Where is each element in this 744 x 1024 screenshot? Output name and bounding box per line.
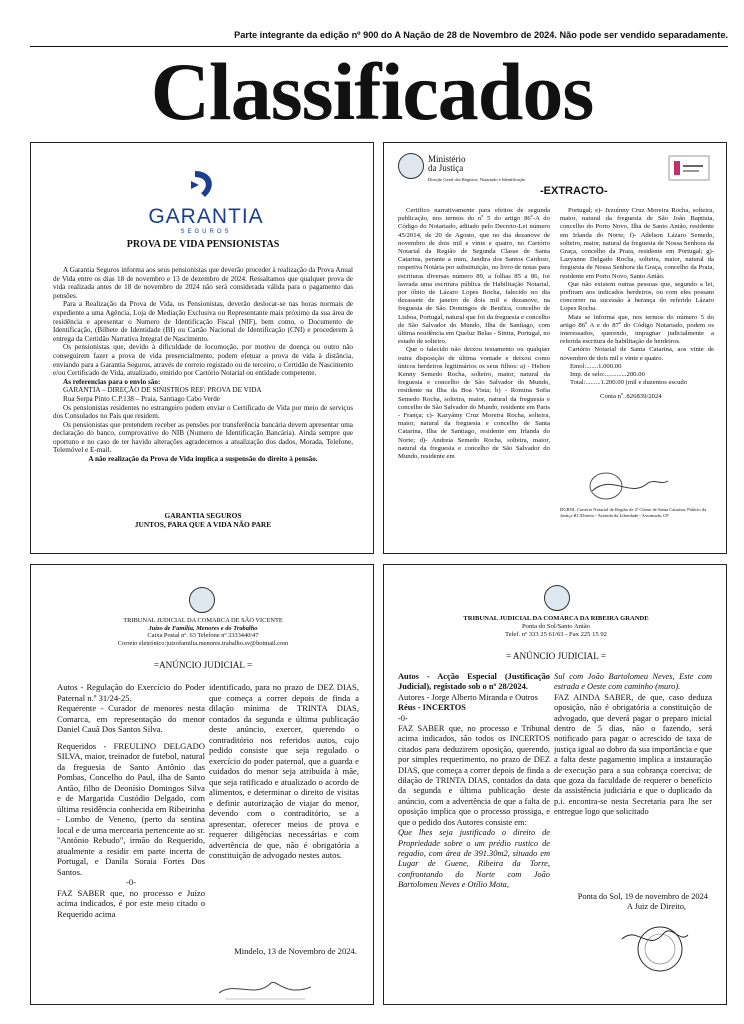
garantia-logo-word: GARANTIA [148, 205, 264, 228]
fee-row: Emol:.......1.000.00 [570, 362, 622, 370]
ministry-emblem-icon [398, 153, 424, 179]
garantia-notice [30, 142, 374, 554]
fee-row: Imp. de selo:.............200.00 [570, 371, 645, 379]
paragraph: Réus - INCERTOS [398, 703, 466, 713]
anuncio-sao-vicente [30, 564, 374, 1005]
extracto-title: -EXTRACTO- [540, 185, 608, 197]
court-location: Ponta do Sol/Santo Antão [522, 622, 590, 630]
anuncio-column-2 [209, 682, 359, 861]
anuncio-date: Mindelo, 13 de Novembro de 2024. [234, 946, 357, 956]
fee-row: Total:.........1.200.00 (mil e duzentos escudo [570, 379, 688, 387]
paragraph: A Garantia Seguros informa aos seus pensionistas que deverão proceder à realização da Prova Anual de Vida entre os dias 18 de novembro e 13 de dezembro de 2024. Ressaltamos que qualquer prova de vida realizada antes de 18 de novembro de 2024 não será considerada válida para o pagamento das pensões. [53, 266, 353, 300]
paragraph: Mais se informa que, nos termos do número 5 do artigo 86º A e do 87º do Código Notariado, podem os interessados, querendo, impugnar judicialmente a referida escritura de habilitação de herdeiros. [560, 313, 714, 346]
anuncio-ribeira-grande [383, 564, 727, 1005]
paragraph: FAZ AINDA SABER, de que, caso deduza oposição, não é obrigatória a constituição de advogado, que deverá pagar o preparo inicial dentro de 5 dias, não o fazendo, será notificado para pagar o acrescido de taxa de justiça igual ao dobro da sua importância e que a falta deste pagamento implica a instauração de execução para a sua cobrança coerciva; de que goza da faculdade de requerer o benefício da assistência judiciária e que o duplicado da p.i. encontra-se nesta Secretaria para lhe ser entregue logo que solicitado [554, 692, 712, 817]
address-line: Rua Serpa Pinto C.P.138 – Praia, Santiago Cabo Verde [63, 394, 220, 403]
paragraph: Cartório Notarial de Santa Catarina, aos vinte de novembro de dois mil e vinte e quatro. [560, 346, 714, 362]
separator: -0- [398, 713, 408, 723]
notice-title: PROVA DE VIDA PENSIONISTAS [126, 239, 280, 250]
anuncio-title: =ANÚNCIO JUDICIAL = [153, 660, 253, 670]
court-emblem-icon [544, 585, 570, 611]
fee-label: Total: [570, 379, 586, 387]
footer-line: JUNTOS, PARA QUE A VIDA NÃO PARE [134, 520, 272, 529]
paragraph: Requeridos - FREULINO DELGADO SILVA, maior, treinador de futebol, natural da freguesia de Santo Antônio das Pombas, Concelho do Paul, ilha de Santo Antão, filho de Deonísio Domingos Silva e de Margarida Custódio Delgado, com última residência conhecida em Ribeirinha - Lombo de Veneno, (perto da sentina local e de uma mercearia pertencente ao sr. "António Rebudo", irmão do Requerido, atualmente a residir em parte incerta de Portugal, e Danila Soraia Fortes Dos Santos. [57, 740, 205, 877]
footer-line: GARANTIA SEGUROS [164, 511, 242, 520]
signature-icon [215, 973, 315, 1003]
court-name: TRIBUNAL JUDICIAL DA COMARCA DA RIBEIRA GRANDE [463, 615, 649, 622]
extracto-footer: DGRNI, Cartório Notarial de Região de 2ª Classe de Santa Catarina, Palácio da Justiça RC/Direito - Avenida da Liberdade - Assomada, CP [560, 507, 707, 518]
fee-label: Emol: [570, 362, 587, 370]
signature-icon [582, 469, 672, 503]
anuncio-title: = ANÚNCIO JUDICIAL = [505, 651, 607, 661]
fee-value: 1.200.00 (mil e duzentos escudo [600, 379, 688, 387]
paragraph: Autos - Regulação do Exercício do Poder Paternal n.º 31/24-25. [57, 682, 205, 703]
conta-number: Conta nº. 826839/2024 [600, 393, 662, 401]
notice-footer [51, 511, 355, 529]
court-header [404, 615, 708, 638]
registry-logo-icon [668, 155, 710, 181]
address-label: As referencias para o envio são: [63, 377, 161, 386]
ministry-name [428, 155, 466, 173]
paragraph: Requerente - Curador de menores nesta Comarca, em representação do menor Daniel Cauã Dos Santos Silva. [57, 703, 205, 734]
court-email: Correio eletrónico:juizofamilia.menores.trabalho.sv@hotmail.com [117, 639, 289, 647]
paragraph: FAZ SABER que, no processo e Juízo acima indicados, é por este meio citado o Requerido acima [57, 887, 205, 919]
extracto-notice [383, 142, 727, 554]
garantia-logo-sub: SEGUROS [180, 229, 232, 235]
court-contact: Caixa Postal nº. 63 Telefone nº 3333440/47 [147, 632, 259, 640]
anuncio-column-1 [57, 682, 205, 919]
court-header [51, 617, 355, 647]
extracto-column-1 [398, 207, 550, 461]
stamp-icon [620, 917, 690, 977]
garantia-logo-icon [161, 165, 245, 205]
paragraph: Para a Realização da Prova de Vida, os Pensionistas, deverão deslocar-se nas horas normais de expediente a uma Agência, Loja de Mediação Exclusiva ou Representante mais próximo da sua área de residência e apresentar o Numero de Identificação Fiscal (NIF), bem como, o Documento de Identificação, (Bilhete de Identidade (BI) ou Cartão Nacional de Identificação (CNI) e procederem à entrega da Certidão Narrativa Integral de Nascimento. [53, 300, 353, 343]
court-name: TRIBUNAL JUDICIAL DA COMARCA DE SÃO VICENTE [123, 617, 283, 624]
court-contact: Telef. nº 333 25 61/63 - Fax 225 15 92 [505, 630, 607, 638]
paragraph: Que o falecido não deixou testamento ou qualquer outra disposição de última vontade e deixou como únicos herdeiros legitimários os seus filhos: a) - Helton Kenny Semedo Rocha, solteiro, maior, natural da freguesia e concelho de São Salvador do Mundo, residente na Ilha da Boa Vista; b) - Romina Sofia Semedo Rocha, solteira, maior, natural da freguesia e concelho de São Salvador do Mundo, residente em Paris - França; c)- Kazyámy Cruz Moreira Rocha, solteira, maior, natural da freguesia e concelho de Santa Catarina, Ilha de Santiago, residente em Irlanda do Norte; d)- Andreia Semedo Rocha, solteira, maior, natural da freguesia e concelho de São Salvador do Mundo, residente em [398, 346, 550, 461]
fee-label: Imp. de selo: [570, 371, 605, 379]
notice-body [53, 266, 353, 464]
separator: -0- [125, 877, 137, 887]
topline: Parte integrante da edição nº 900 do A Nação de 28 de Novembro de 2024. Não pode ser vendido separadamente. [30, 30, 728, 47]
paragraph: Que lhes seja justificado o direito de Propriedade sobre o um prédio rustico de regadio, com área de 391.30m2, situado em Lugar de Guene, Ribeira da Torre, confrontando do Norte com João Bartolomeu Neves e Otílio Mota, [398, 828, 550, 890]
paragraph: Os pensionistas que, devido à dificuldade de locomoção, por motivo de doença ou outro não conseguirem fazer a prova de vida presencialmente, podem efetuar a prova de vida à distância, enviando para a Garantia Seguros, através de correio registado ou de terceiro, o Certidão de Nascimento e/ou Certificado de Vida, atualizado, emitido por Cartório Notarial ou entidade competente. [53, 343, 353, 378]
paragraph: Autores - Jorge Alberto Miranda e Outros [398, 692, 538, 702]
paragraph: identificado, para no prazo de DEZ DIAS, que começa a correr depois de finda a dilação mínima de TRINTA DIAS, contados da segunda e última publicação deste anúncio, exercer, querendo o contraditório nos referidos autos, cujo pedido consiste que seja regulado o exercício do poder paternal, que a guarda e cuidados do menor seja atribuída à mãe, que seja ratificado e atualizado o acordo de alimentos, e determinar o direito de visitas e definir autorização de viajar do menor, devendo com o contraditório, se a apresentar, oferecer meios de prova e requerer diligências necessárias e com advertência de que, não é obrigatória a constituição de advogado nestes autos. [209, 682, 359, 860]
fee-value: 200.00 [626, 371, 645, 379]
paragraph: Certifico narrativamente para efeitos de segunda publicação, nos termos do nº 5 do artigo 86º-A do Código do Notariado, aditado pelo Decreto-Lei número 45/2014, de 20 de Agosto, que no dia dezanove de novembro de dois mil e vinte e quatro, no Cartório Notarial da Região de Segunda Classe de Santa Catarina, perante a mim, Jandira dos Santos Cardoso, respetiva Notária por substituição, no livro de notas para escrituras diversas número 89, a folhas 85 a 86, foi lavrada uma escritura pública de Habilitação Notarial, por óbito de Lázaro Lopes Rocha, falecido no dia dezassete de janeiro de dois mil e dezanove, na freguesia de São Domingos de Benfica, concelho de Lisboa, Portugal, natural que foi da freguesia e concelho de São Salvador do Mundo, Ilha de Santiago, com última residência em Queluz Belas - Sintra, Portugal, no estado de solteiro. [398, 207, 550, 346]
paragraph: FAZ SABER que, no processo e Tribunal acima indicados, são todos os INCERTOS citados para deduzirem oposição, querendo, por simples requerimento, no prazo de DEZ DIAS, que começa a correr depois de finda a dilação de TRINTA DIAS, contados da data da segunda e última publicação deste anúncio, com a advertência de que a falta de oposição implica que o processo prossiga, e que o pedido dos Autores consiste em: [398, 724, 550, 827]
paragraph: Sul com João Bartolomeu Neves, Este com estrada e Oeste com caminho (muro). [554, 672, 712, 692]
anuncio-column-2 [554, 672, 712, 818]
paragraph: Os pensionistas que pretendem receber as pensões por transferência bancária devem apresentar uma declaração do banco, comprovativo do NIB (Numero de Identificação Bancária). Ainda sempre que oportuno e no caso de ter havido alterações agradecemos a atualização dos dados, Morada, Telefone, Telemóvel e E-mail. [53, 420, 353, 455]
address-line: GARANTIA – DIREÇÃO DE SINISTROS REF: PROVA DE VIDA [63, 386, 262, 395]
court-division: Juízo de Família, Menores e do Trabalho [148, 624, 258, 632]
warning: A não realização da Prova de Vida implica a suspensão do direito à pensão. [88, 455, 318, 464]
signer: A Juiz de Direito, [626, 902, 686, 912]
anuncio-date [554, 892, 708, 913]
ministry-subtitle: Direção Geral dos Registos, Notariado e Identificação [428, 177, 526, 182]
ministry-line: da Justiça [428, 163, 464, 173]
paragraph: Que não existem outras pessoas que, segundo a lei, prefiram aos indicados herdeiros, ou com eles possam concorrer na sucessão à herança do referido Lázaro Lopes Rocha. [560, 280, 714, 313]
ministry-line: Ministério [428, 154, 466, 164]
court-emblem-icon [189, 587, 215, 613]
anuncio-column-1 [398, 672, 550, 891]
paragraph: Autos - Acção Especial (Justificação Judicial), registado sob o nº 28/2024. [398, 672, 550, 692]
date-line: Ponta do Sol, 19 de novembro de 2024 [577, 892, 708, 901]
masthead-title: Classificados [150, 46, 594, 137]
paragraph: Portugal; e)- Jezuínny Cruz Moreira Rocha, solteira, maior, natural da freguesia de São João Baptista, concelho do Porto Novo, Ilha de Santo Antão, residente em Irlanda do Norte; f)- Adelson Lázaro Semedo, solteiro, maior, natural da freguesia de Nossa Senhora da Graça, concelho da Praia, residente em Portugal; g)- Lazyanne Delgado Rocha, solteira, maior, natural da freguesia de Nossa Senhora da Graça, concelho da Praia, residente em Porto Novo, Santo Antão. [560, 207, 714, 280]
fee-value: 1.000.00 [598, 362, 622, 370]
extracto-column-2 [560, 207, 714, 402]
paragraph: Os pensionistas residentes no estrangeiro podem enviar o Certificado de Vida por meio de serviços dos Consulados no País que residem. [53, 403, 353, 421]
fees-list [560, 363, 714, 402]
